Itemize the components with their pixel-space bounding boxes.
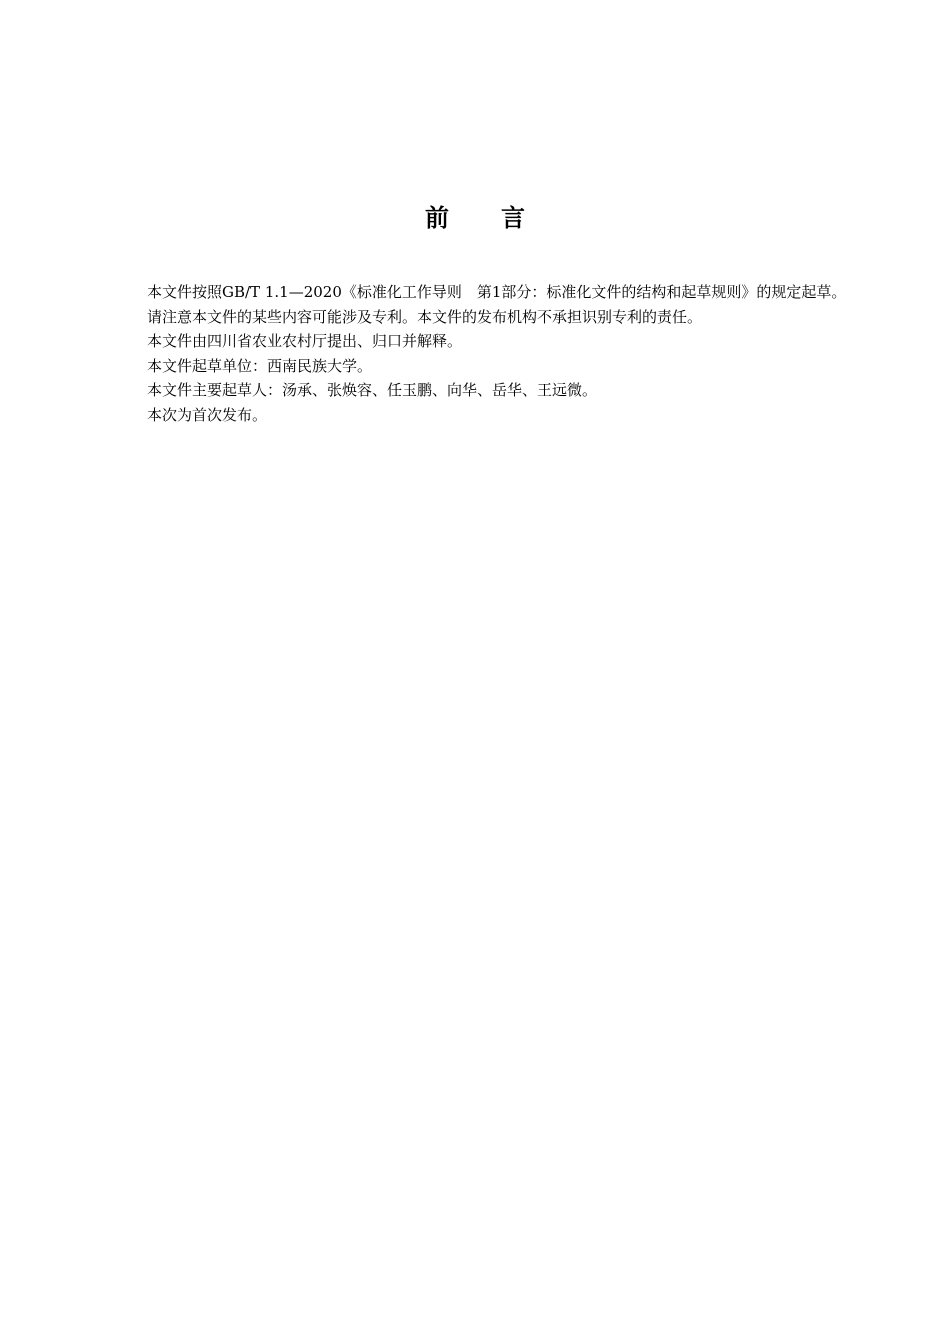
paragraph-proposer: 本文件由四川省农业农村厅提出、归口并解释。 [147,332,463,350]
foreword-body [113,280,861,427]
page-title [0,200,950,236]
paragraph-first-release: 本次为首次发布。 [147,405,268,424]
paragraph-drafting-rules: 本文件按照GB/T 1.1—2020《标准化工作导则 第1部分：标准化文件的结构和起草规则》的规定起草。 [147,283,847,301]
paragraph-patent-notice: 请注意本文件的某些内容可能涉及专利。本文件的发布机构不承担识别专利的责任。 [147,307,703,326]
paragraph-drafters: 本文件主要起草人：汤承、张焕容、任玉鹏、向华、岳华、王远微。 [147,381,598,399]
page-title-char-1: 前 [425,204,449,232]
paragraph-drafting-unit: 本文件起草单位：西南民族大学。 [147,356,373,375]
page-title-char-2: 言 [501,204,525,232]
